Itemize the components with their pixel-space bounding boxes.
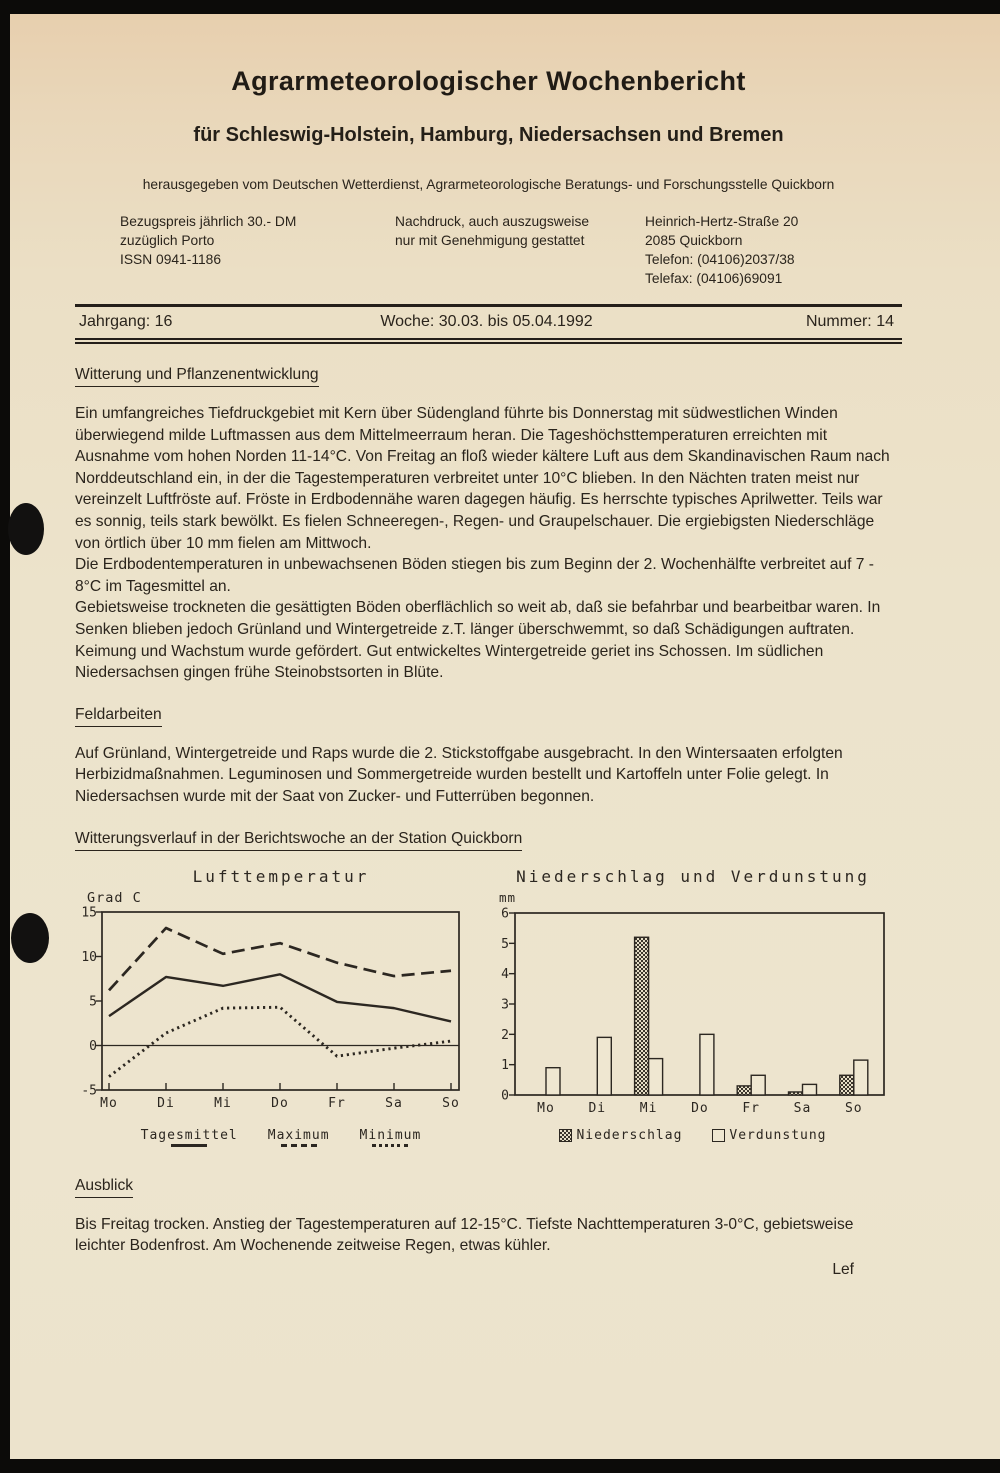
svg-text:Fr: Fr [328,1095,346,1111]
section-ausblick [75,1147,902,1257]
legend-item-hatched [559,1128,682,1143]
page-content [10,66,1000,1279]
scan-edge-left [0,0,10,1460]
svg-text:Do: Do [271,1095,289,1111]
paragraph: Die Erdbodentemperaturen in unbewachsenen Böden stiegen bis zum Beginn der 2. Wochenhälfte verbreitet auf 7 - 8°C im Tagesmittel an. [75,556,874,595]
legend-label: Maximum [267,1127,330,1143]
section-heading: Witterung und Pflanzenentwicklung [75,366,319,387]
svg-text:10: 10 [81,949,97,965]
address-line: 2085 Quickborn [645,233,743,248]
paragraph: Gebietsweise trockneten die gesättigten Böden oberflächlich so weit ab, daß sie befahrbar und bearbeitbar waren. In Senken blieben jedoch Grünland und Wintergetreide z.T. länger überschwemmt, so daß Schädigungen auftraten. Keimung und Wachstum wurde gefördert. Gut entwickeltes Wintergetreide geriet ins Schossen. Im südlichen Niedersachsen gingen frühe Steinobstsorten in Blüte. [75,599,881,682]
solid-line-sample [171,1144,207,1147]
svg-text:5: 5 [89,994,97,1009]
legend-item-plain [712,1128,826,1143]
svg-text:mm: mm [499,889,517,905]
svg-text:2: 2 [501,1027,509,1043]
reprint-line: nur mit Genehmigung gestattet [395,233,585,248]
issue-jahrgang: Jahrgang: 16 [79,313,173,330]
issn-line: ISSN 0941-1186 [120,252,221,267]
svg-text:-5: -5 [81,1083,97,1098]
dashed-line-sample [281,1144,317,1147]
svg-text:Sa: Sa [385,1095,403,1111]
svg-text:Di: Di [157,1095,175,1111]
paragraph: Bis Freitag trocken. Anstieg der Tagestemperaturen auf 12-15°C. Tiefste Nachttemperaturen 3-0°C, gebietsweise leichter Bodenfrost. Am Wochenende zeitweise Regen, etwas kühler. [75,1215,854,1255]
svg-text:Mi: Mi [214,1095,232,1111]
dotted-line-sample [372,1144,408,1147]
legend-label: Niederschlag [576,1127,683,1143]
svg-text:Do: Do [691,1100,709,1116]
price-line: zuzüglich Porto [120,233,215,248]
charts-row [81,867,902,1147]
svg-text:0: 0 [501,1088,509,1103]
price-line: Bezugspreis jährlich 30.- DM [120,214,297,229]
paragraph: Ein umfangreiches Tiefdruckgebiet mit Kern über Südengland führte bis Donnerstag mit südwestlichen Winden überwiegend milde Luftmassen aus dem Mittelmeerraum heran. Die Tageshöchsttemperaturen erreichten mit Ausnahme vom hohen Norden 11-14°C. Von Freitag an floß wieder kältere Luft aus dem Skandinavischen Raum nach Norddeutschland ein, in der die Tagestemperaturen verbreitet unter 10°C blieben. In den Nächten traten meist nur vereinzelt Luftfröste auf. Fröste in Erdbodennähe waren dagegen häufig. Es herrschte typisches Aprilwetter. Teils war es sonnig, teils stark bewölkt. Es fielen Schneeregen-, Regen- und Graupelschauer. Die ergiebigsten Niederschläge von örtlich über 10 mm fielen am Mittwoch. [75,405,890,552]
legend-item-dotted [360,1128,422,1147]
svg-text:15: 15 [81,905,97,920]
svg-text:1: 1 [501,1057,509,1073]
air-temperature-plot [81,888,476,1120]
svg-text:Mo: Mo [537,1100,555,1116]
issue-bar [75,304,902,340]
fax-line: Telefax: (04106)69091 [645,271,783,286]
scan-edge-bottom [0,1459,1000,1473]
precipitation-evaporation-legend [493,1128,893,1143]
svg-text:Mi: Mi [639,1100,658,1116]
page-title: Agrarmeteorologischer Wochenbericht [231,66,746,96]
legend-label: Verdunstung [729,1127,827,1143]
precipitation-evaporation-chart [493,867,893,1147]
svg-text:Fr: Fr [742,1100,761,1116]
phone-line: Telefon: (04106)2037/38 [645,252,795,267]
author-signature: Lef [832,1260,854,1278]
chart-title: Niederschlag und Verdunstung [516,866,870,886]
air-temperature-legend [81,1128,481,1147]
masthead-info [75,212,902,288]
masthead-address-column [645,212,902,288]
section-heading: Feldarbeiten [75,706,162,727]
paper-sheet [10,14,1000,1459]
svg-text:Mo: Mo [100,1095,118,1111]
scan-edge-top [0,0,1000,14]
legend-item-solid [141,1128,238,1147]
paragraph: Auf Grünland, Wintergetreide und Raps wurde die 2. Stickstoffgabe ausgebracht. In den Wintersaaten erfolgten Herbizidmaßnahmen. Leguminosen und Sommergetreide wurden bestellt und Kartoffeln unter Folie gelegt. In Niedersachsen wurde mit der Saat von Zucker- und Futterrüben begonnen. [75,744,843,805]
precipitation-evaporation-plot [493,888,893,1120]
svg-text:So: So [844,1100,863,1116]
issue-nummer: Nummer: 14 [805,313,894,330]
svg-text:5: 5 [501,936,509,952]
reprint-line: Nachdruck, auch auszugsweise [395,214,590,229]
masthead-reprint-column [395,212,645,288]
legend-label: Minimum [359,1127,422,1143]
address-line: Heinrich-Hertz-Straße 20 [645,214,799,229]
plain-swatch [712,1129,725,1142]
svg-text:Grad C: Grad C [87,889,142,906]
issue-woche: Woche: 30.03. bis 05.04.1992 [380,313,593,330]
chart-title: Lufttemperatur [192,866,370,886]
svg-text:6: 6 [501,906,509,921]
legend-label: Tagesmittel [140,1127,238,1143]
section-feldarbeiten [75,684,902,808]
hatched-swatch [559,1129,572,1142]
section-witterung [75,344,902,684]
section-heading: Ausblick [75,1177,133,1198]
svg-text:So: So [442,1095,460,1111]
masthead-price-column [120,212,395,288]
page-subtitle: für Schleswig-Holstein, Hamburg, Niedersachsen und Bremen [193,124,784,146]
svg-text:0: 0 [89,1038,97,1054]
legend-item-dashed [268,1128,330,1147]
svg-text:Di: Di [588,1100,607,1116]
publisher-line: herausgegeben vom Deutschen Wetterdienst, Agrarmeteorologische Beratungs- und Forschungsstelle Quickborn [142,177,835,192]
svg-text:3: 3 [501,997,509,1012]
section-witterungsverlauf [75,808,902,851]
svg-text:4: 4 [501,966,509,982]
section-heading: Witterungsverlauf in der Berichtswoche an der Station Quickborn [75,830,522,851]
air-temperature-chart [81,867,481,1147]
svg-text:Sa: Sa [793,1100,812,1116]
